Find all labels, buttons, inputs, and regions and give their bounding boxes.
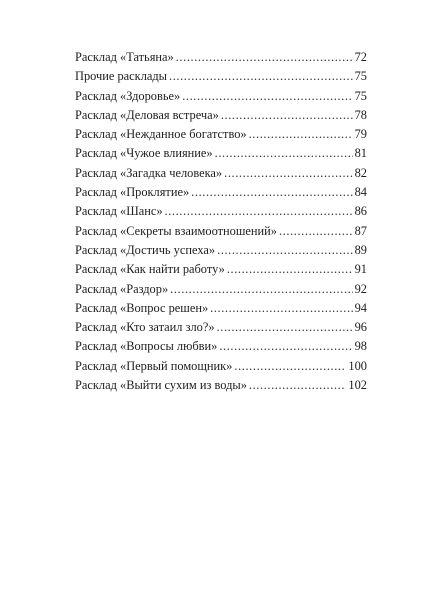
toc-entry-page: 96 [354, 320, 367, 335]
dot-leader [249, 376, 347, 395]
dot-leader [191, 183, 352, 202]
dot-leader [176, 48, 353, 67]
dot-leader [210, 299, 352, 318]
toc-entry-page: 84 [354, 185, 367, 200]
toc-entry-title: Расклад «Нежданное богатство» [75, 127, 247, 142]
dot-leader [227, 260, 353, 279]
dot-leader [234, 357, 346, 376]
toc-entry-page: 102 [348, 378, 367, 393]
dot-leader [217, 318, 353, 337]
toc-entry-title: Расклад «Вопросы любви» [75, 339, 218, 354]
toc-entry [75, 87, 367, 106]
toc-entry-page: 81 [354, 146, 367, 161]
toc-entry [75, 202, 367, 221]
toc-entry-title: Расклад «Татьяна» [75, 50, 174, 64]
toc-entry-page: 87 [354, 223, 367, 238]
dot-leader [169, 67, 353, 86]
toc-entry [75, 164, 367, 183]
toc-entry-page: 78 [354, 107, 367, 122]
toc-entry-title: Расклад «Деловая встреча» [75, 107, 219, 122]
toc-entry-title: Расклад «Как найти работу» [75, 262, 225, 277]
toc-entry-page: 92 [354, 281, 367, 296]
toc-entry-page: 79 [354, 127, 367, 142]
toc-entry [75, 318, 367, 337]
dot-leader [215, 144, 353, 163]
dot-leader [170, 280, 352, 299]
toc-entry [75, 222, 367, 241]
dot-leader [165, 202, 353, 221]
toc-entry [75, 125, 367, 144]
toc-entry [75, 183, 367, 202]
toc-entry [75, 280, 367, 299]
toc-entry-page: 98 [354, 339, 367, 354]
toc-entry [75, 67, 367, 86]
toc-entry-page: 100 [348, 358, 367, 373]
dot-leader [249, 125, 353, 144]
dot-leader [279, 222, 353, 241]
toc-entry-page: 86 [354, 204, 367, 219]
toc-entry-page: 89 [354, 242, 367, 257]
toc-entry [75, 376, 367, 395]
toc-entry [75, 337, 367, 356]
toc-entry [75, 48, 367, 67]
toc-entry-title: Расклад «Выйти сухим из воды» [75, 378, 247, 393]
toc-entry-title: Расклад «Кто затаил зло?» [75, 320, 215, 335]
dot-leader [182, 87, 352, 106]
toc-entry [75, 260, 367, 279]
toc-entry-title: Расклад «Загадка человека» [75, 165, 223, 180]
dot-leader [219, 337, 352, 356]
table-of-contents [75, 48, 367, 395]
toc-entry-title: Прочие расклады [75, 69, 168, 84]
toc-entry-title: Расклад «Проклятие» [75, 185, 190, 200]
toc-entry-page: 72 [354, 50, 367, 64]
toc-entry-title: Расклад «Достичь успеха» [75, 242, 216, 257]
toc-entry-title: Расклад «Секреты взаимоотношений» [75, 223, 277, 238]
toc-entry [75, 299, 367, 318]
toc-entry-title: Расклад «Чужое влияние» [75, 146, 213, 161]
dot-leader [217, 241, 353, 260]
toc-entry [75, 241, 367, 260]
dot-leader [224, 164, 352, 183]
toc-entry-title: Расклад «Здоровье» [75, 88, 181, 103]
toc-entry-title: Расклад «Вопрос решен» [75, 300, 209, 315]
dot-leader [221, 106, 353, 125]
toc-entry [75, 357, 367, 376]
toc-entry-page: 94 [354, 300, 367, 315]
toc-entry-title: Расклад «Первый помощник» [75, 358, 233, 373]
toc-entry-page: 75 [354, 69, 367, 84]
toc-entry-page: 75 [354, 88, 367, 103]
toc-entry [75, 144, 367, 163]
toc-entry-page: 82 [354, 165, 367, 180]
toc-entry-title: Расклад «Шанс» [75, 204, 163, 219]
toc-entry-page: 91 [354, 262, 367, 277]
toc-entry-title: Расклад «Раздор» [75, 281, 169, 296]
toc-entry [75, 106, 367, 125]
